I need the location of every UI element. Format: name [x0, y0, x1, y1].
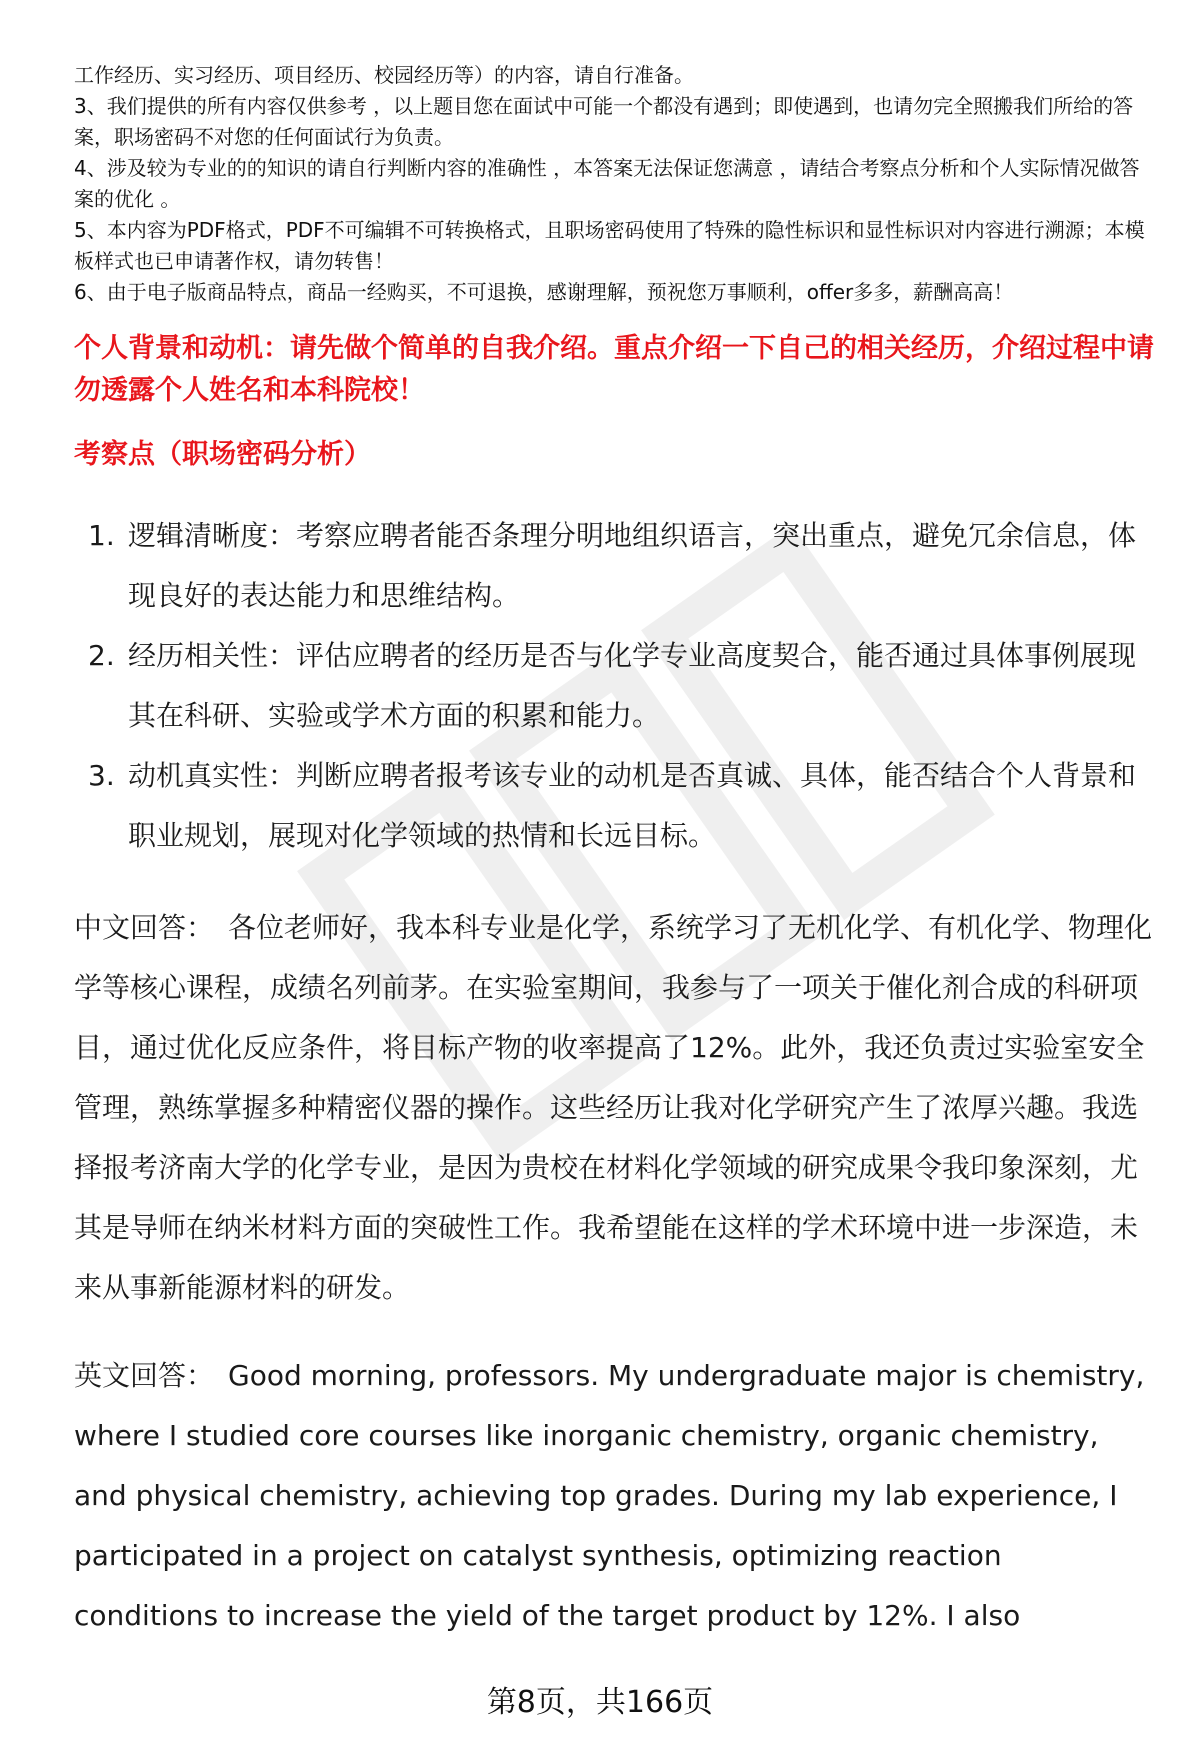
list-item-number: 3. — [88, 759, 115, 792]
list-item-text: 经历相关性：评估应聘者的经历是否与化学专业高度契合，能否通过具体事例展现其在科研、实验或学术方面的积累和能力。 — [128, 639, 1137, 732]
question-title: 个人背景和动机：请先做个简单的自我介绍。重点介绍一下自己的相关经历，介绍过程中请勿透露个人姓名和本科院校！ — [74, 333, 1154, 406]
key-points-list — [74, 506, 1154, 866]
note-line: 4、涉及较为专业的的知识的请自行判断内容的准确性 ，本答案无法保证您满意 ，请结合考察点分析和个人实际情况做答案的优化 。 — [74, 156, 1140, 211]
note-line: 5、本内容为PDF格式，PDF不可编辑不可转换格式，且职场密码使用了特殊的隐性标识和显性标识对内容进行溯源；本模板样式也已申请著作权，请勿转售！ — [74, 218, 1145, 273]
list-item-text: 逻辑清晰度：考察应聘者能否条理分明地组织语言，突出重点，避免冗余信息，体现良好的表达能力和思维结构。 — [128, 519, 1137, 612]
note-line: 工作经历、实习经历、项目经历、校园经历等）的内容，请自行准备。 — [74, 63, 694, 87]
answer-chinese-label: 中文回答： — [74, 911, 215, 944]
list-item-text: 动机真实性：判断应聘者报考该专业的动机是否真诚、具体，能否结合个人背景和职业规划，展现对化学领域的热情和长远目标。 — [128, 759, 1137, 852]
answer-english — [74, 1346, 1154, 1646]
answer-english-label: 英文回答： — [74, 1359, 215, 1392]
document-page — [74, 60, 1154, 1646]
list-item — [74, 746, 1154, 866]
list-item — [74, 626, 1154, 746]
key-points-title: 考察点（职场密码分析） — [74, 439, 371, 470]
answer-chinese-text: 各位老师好，我本科专业是化学，系统学习了无机化学、有机化学、物理化学等核心课程，成绩名列前茅。在实验室期间，我参与了一项关于催化剂合成的科研项目，通过优化反应条件，将目标产物的收率提高了12%。此外，我还负责过实验室安全管理，熟练掌握多种精密仪器的操作。这些经历让我对化学研究产生了浓厚兴趣。我选择报考济南大学的化学专业，是因为贵校在材料化学领域的研究成果令我印象深刻，尤其是导师在纳米材料方面的突破性工作。我希望能在这样的学术环境中进一步深造，未来从事新能源材料的研发。 — [74, 911, 1153, 1304]
notes-block — [74, 60, 1154, 308]
list-item — [74, 506, 1154, 626]
list-item-number: 1. — [88, 519, 115, 552]
list-item-number: 2. — [88, 639, 115, 672]
answer-english-text: Good morning, professors. My undergraduate major is chemistry, where I studied core courses like inorganic chemistry, organic chemistry, and physical chemistry, achieving top grades. During my lab experience, I participated in a project on catalyst synthesis, optimizing reaction conditions to increase the yield of the target product by 12%. I also — [74, 1359, 1145, 1632]
note-line: 3、我们提供的所有内容仅供参考 ，以上题目您在面试中可能一个都没有遇到；即使遇到，也请勿完全照搬我们所给的答案，职场密码不对您的任何面试行为负责。 — [74, 94, 1134, 149]
note-line: 6、由于电子版商品特点，商品一经购买，不可退换，感谢理解，预祝您万事顺利，offer多多，薪酬高高！ — [74, 280, 1014, 304]
answer-chinese — [74, 898, 1154, 1318]
page-number-footer: 第8页，共166页 — [486, 1685, 714, 1720]
